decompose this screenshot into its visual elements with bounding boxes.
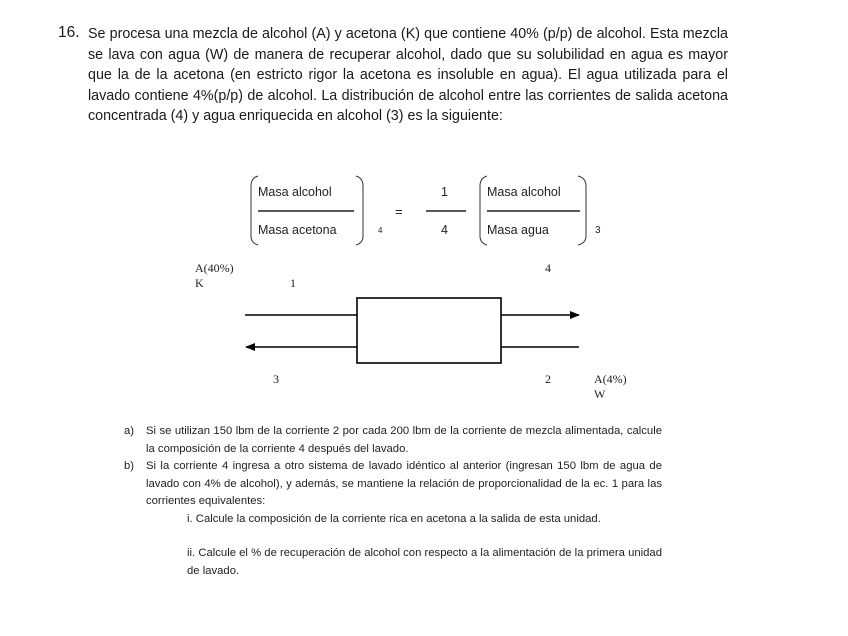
stream-4-label: 4 — [545, 261, 551, 275]
washing-unit-box — [357, 298, 501, 363]
problem-number: 16. — [58, 24, 80, 41]
coef-numerator: 1 — [441, 185, 448, 199]
right-numerator: Masa alcohol — [487, 185, 561, 199]
stream-1-label: 1 — [290, 276, 296, 290]
left-subscript: 4 — [378, 226, 383, 235]
problem-statement: Se procesa una mezcla de alcohol (A) y acetona (K) que contiene 40% (p/p) de alcohol. Esta mezcla se lava con agua (W) de manera de recuperar alcohol, dado que su solubilidad en agua es mayor que la de la acetona (en estricto rigor la acetona es insoluble en agua). El agua utilizada para el lavado contiene 4%(p/p) de alcohol. La distribución de alcohol entre las corrientes de salida acetona concentrada (4) y agua enriquecida en alcohol (3) es la siguiente: — [88, 26, 728, 125]
equals-sign: = — [395, 204, 403, 219]
feed-label-k: K — [195, 276, 204, 290]
question-b-ii: ii. Calcule el % de recuperación de alcohol con respecto a la alimentación de la primera unidad de lavado. — [187, 547, 662, 577]
left-numerator: Masa alcohol — [258, 185, 332, 199]
left-denominator: Masa acetona — [258, 223, 337, 237]
stream-3-label: 3 — [273, 372, 279, 386]
question-b-text: Si la corriente 4 ingresa a otro sistema de lavado idéntico al anterior (ingresan 150 lbm de agua de lavado con 4% de alcohol), y además, se mantiene la relación de proporcionalidad de la ec. 1 para las corrientes equivalentes: — [146, 460, 662, 507]
question-b-marker: b) — [124, 460, 135, 472]
water-label-a: A(4%) — [594, 372, 627, 386]
question-a-marker: a) — [124, 425, 135, 437]
water-label-w: W — [594, 387, 606, 401]
stream-2-label: 2 — [545, 372, 551, 386]
question-a-text: Si se utilizan 150 lbm de la corriente 2 por cada 200 lbm de la corriente de mezcla alimentada, calcule la composición de la corriente 4 después del lavado. — [146, 425, 662, 455]
question-b-i: i. Calcule la composición de la corriente rica en acetona a la salida de esta unidad. — [187, 513, 601, 525]
right-denominator: Masa agua — [487, 223, 549, 237]
right-subscript: 3 — [595, 225, 601, 236]
feed-label-a: A(40%) — [195, 261, 234, 275]
coef-denominator: 4 — [441, 223, 448, 237]
